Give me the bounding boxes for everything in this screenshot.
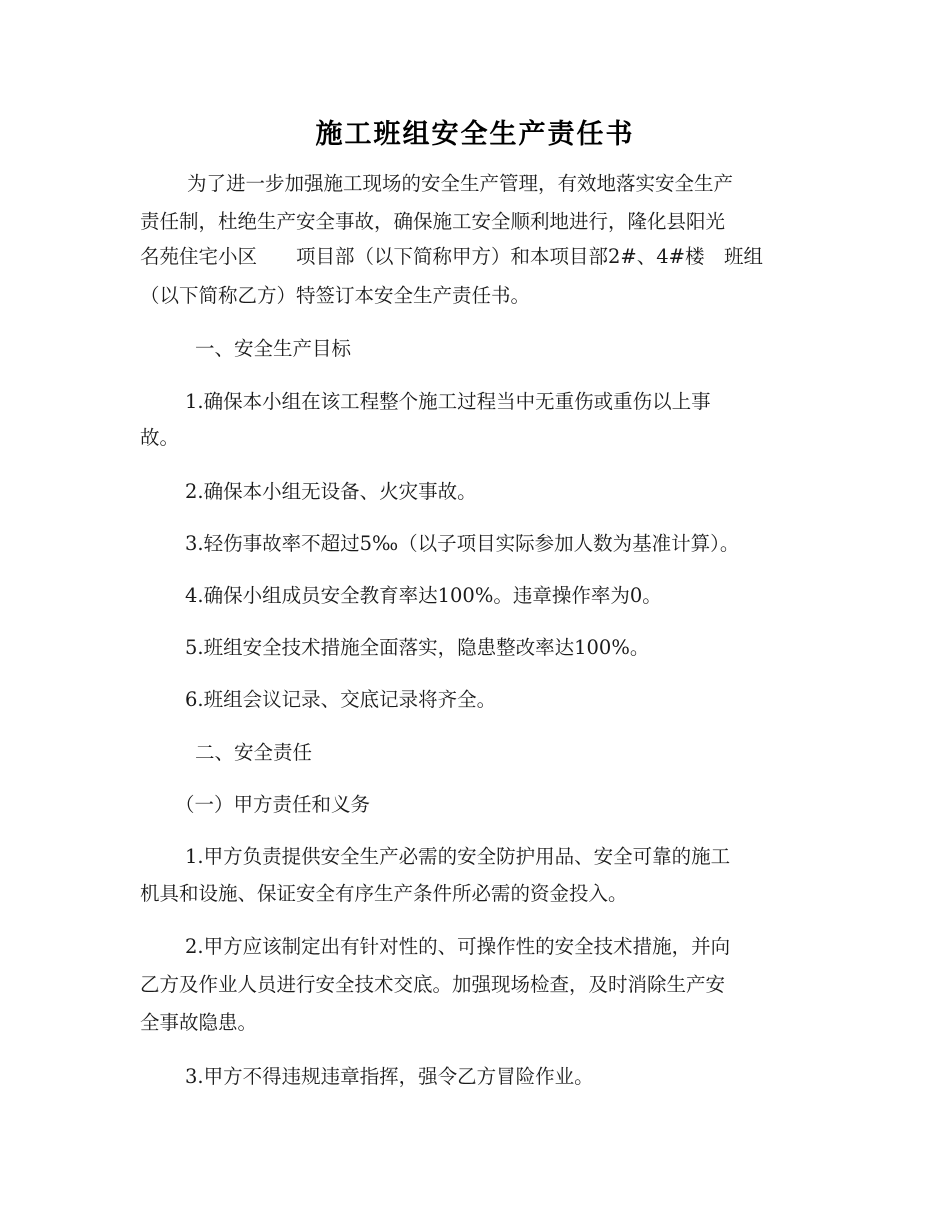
duty-item-2-line-1: 2.甲方应该制定出有针对性的、可操作性的安全技术措施，并向 [185, 935, 731, 958]
section-heading-targets: 一、安全生产目标 [195, 337, 352, 360]
target-item-1-line-2: 故。 [140, 426, 180, 449]
target-item-5: 5.班组安全技术措施全面落实，隐患整改率达100%。 [185, 636, 650, 659]
intro-line-3: 名苑住宅小区 项目部（以下简称甲方）和本项目部2#、4#楼 班组 [140, 245, 763, 268]
intro-line-2: 责任制，杜绝生产安全事故，确保施工安全顺利地进行，隆化县阳光 [140, 210, 726, 233]
intro-line-1: 为了进一步加强施工现场的安全生产管理，有效地落实安全生产 [187, 172, 734, 195]
intro-line-4: （以下简称乙方）特签订本安全生产责任书。 [140, 284, 531, 307]
duty-item-1-line-1: 1.甲方负责提供安全生产必需的安全防护用品、安全可靠的施工 [185, 845, 731, 868]
target-item-6: 6.班组会议记录、交底记录将齐全。 [185, 688, 497, 711]
target-item-1-line-1: 1.确保本小组在该工程整个施工过程当中无重伤或重伤以上事 [185, 390, 711, 413]
subheading-party-a: （一）甲方责任和义务 [175, 793, 371, 816]
document-title: 施工班组安全生产责任书 [315, 119, 635, 150]
duty-item-2-line-3: 全事故隐患。 [140, 1011, 258, 1034]
target-item-2: 2.确保本小组无设备、火灾事故。 [185, 480, 477, 503]
target-item-4: 4.确保小组成员安全教育率达100%。违章操作率为0。 [185, 584, 662, 607]
duty-item-1-line-2: 机具和设施、保证安全有序生产条件所必需的资金投入。 [140, 882, 628, 905]
duty-item-2-line-2: 乙方及作业人员进行安全技术交底。加强现场检查，及时消除生产安 [140, 973, 726, 996]
duty-item-3: 3.甲方不得违规违章指挥，强令乙方冒险作业。 [185, 1065, 594, 1088]
section-heading-responsibility: 二、安全责任 [195, 741, 313, 764]
target-item-3: 3.轻伤事故率不超过5‰（以子项目实际参加人数为基准计算）。 [185, 532, 740, 555]
